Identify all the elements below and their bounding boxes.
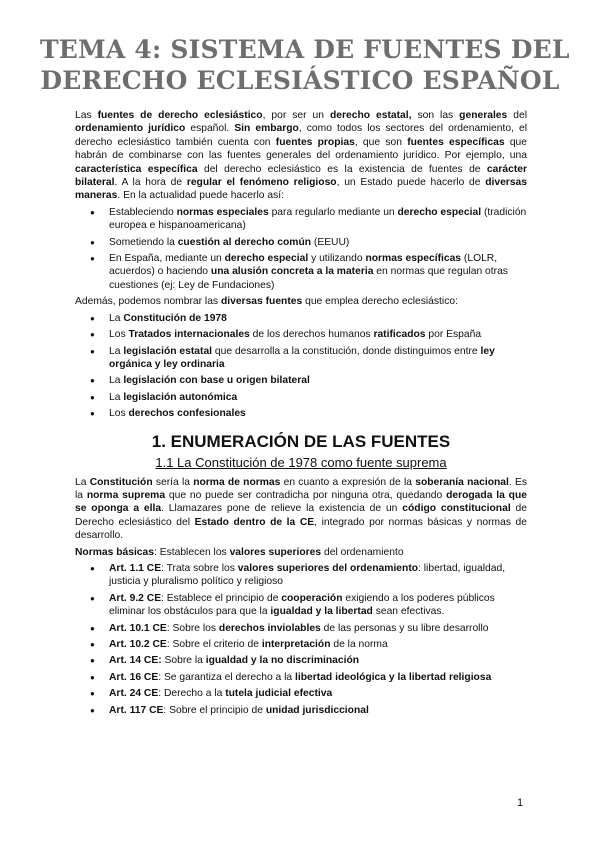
text-run: (EEUU) — [311, 236, 350, 248]
source-item — [109, 345, 527, 372]
text-run: : Sobre los — [166, 622, 219, 634]
text-run: La — [109, 391, 124, 403]
text-run: Los — [109, 329, 129, 341]
text-run: La — [109, 345, 124, 357]
text-run: , como todos los sectores del ordenamiento, el derecho eclesiástico también cuenta con — [75, 123, 527, 148]
document-title — [40, 34, 570, 96]
bold-run: código constitucional — [402, 503, 511, 515]
bold-run: soberanía nacional — [415, 476, 509, 488]
bold-run: normas especiales — [176, 206, 269, 218]
bold-run: derechos confesionales — [128, 408, 246, 420]
bold-run: derecho estatal, — [329, 110, 412, 121]
bold-run: diversas fuentes — [220, 296, 303, 308]
bold-run: norma de normas — [193, 476, 281, 488]
sources-list — [75, 312, 527, 421]
text-run: , un Estado puede hacerlo de — [336, 177, 486, 189]
text-run: son las — [411, 110, 460, 121]
intro-paragraph — [75, 109, 527, 203]
bold-run: fuentes propias — [275, 136, 355, 148]
bold-run: valores superiores del ordenamiento — [237, 562, 419, 574]
source-item — [109, 407, 527, 420]
source-item — [109, 328, 527, 341]
text-run: de la norma — [330, 639, 388, 650]
text-run: Las — [75, 110, 98, 121]
text-run: . Es la — [75, 476, 527, 501]
text-run: : Sobre el principio de — [163, 704, 266, 716]
text-run: del ordenamiento — [321, 546, 404, 558]
page-number: 1 — [517, 797, 524, 809]
document-body — [75, 109, 527, 720]
text-run: Además, podemos nombrar las — [75, 296, 221, 308]
source-item — [109, 312, 527, 325]
bold-run: Art. 16 CE — [109, 671, 159, 683]
bold-run: unidad jurisdiccional — [265, 704, 369, 716]
bold-run: derecho especial — [224, 253, 309, 265]
bold-run: Art. 9.2 CE — [109, 592, 162, 604]
text-run: para regularlo mediante un — [268, 206, 398, 218]
bold-run: ratificados — [373, 329, 426, 341]
text-run: . En la actualidad puede hacerlo así: — [117, 190, 284, 202]
text-run: , que son — [354, 136, 408, 148]
bold-run: igualdad y la no discriminación — [205, 655, 360, 667]
title-line-2: DERECHO ECLESIÁSTICO ESPAÑOL — [40, 66, 560, 95]
bold-run: normas específicas — [365, 253, 462, 265]
bold-run: regular el fenómeno religioso — [186, 177, 337, 189]
bold-run: Art. 10.2 CE — [109, 639, 167, 650]
bold-run: carácter bilateral — [75, 163, 527, 189]
article-item — [109, 654, 527, 667]
bold-run: cuestión al derecho común — [177, 236, 312, 248]
bold-run: derogada la que se oponga a ella — [75, 489, 527, 515]
regulation-method-item — [109, 252, 527, 292]
text-run: , por ser un — [262, 110, 330, 121]
bold-run: Art. 1.1 CE — [109, 562, 162, 574]
bold-run: derechos inviolables — [218, 622, 321, 634]
text-run: : Se garantiza el derecho a la — [158, 671, 296, 683]
bold-run: derecho especial — [397, 206, 482, 218]
bold-run: Art. 24 CE — [109, 688, 159, 700]
text-run: y utilizando — [308, 253, 366, 265]
source-item — [109, 391, 527, 404]
text-run: sería la — [152, 476, 194, 488]
text-run: del derecho eclesiástico es la existencia de fuentes de — [197, 163, 487, 175]
regulation-methods-list — [75, 206, 527, 292]
text-run: : Establece el principio de — [161, 592, 282, 604]
text-run: Los — [109, 408, 129, 420]
bold-run: Art. 10.1 CE — [109, 622, 167, 634]
text-run: La — [109, 375, 124, 387]
bold-run: característica específica — [75, 163, 198, 175]
bold-run: tutela judicial efectiva — [225, 688, 333, 700]
text-run: . A la hora de — [114, 177, 187, 189]
bold-run: ley orgánica y ley ordinaria — [109, 345, 495, 370]
text-run: del — [507, 110, 527, 121]
bold-run: interpretación — [261, 639, 331, 650]
bold-run: Estado dentro de la CE — [194, 516, 315, 528]
bold-run: Normas básicas — [75, 546, 154, 558]
source-item — [109, 374, 527, 387]
text-run: La — [109, 312, 124, 324]
text-run: : libertad, igualdad, justicia y pluralismo político y religioso — [109, 562, 506, 588]
bold-run: ordenamiento jurídico — [75, 123, 186, 135]
bold-run: igualdad y la libertad — [270, 606, 373, 618]
bold-run: fuentes específicas — [407, 136, 505, 148]
bold-run: Art. 14 CE: — [109, 655, 162, 667]
bold-run: cooperación — [281, 592, 343, 604]
text-run: sean efectivas. — [372, 606, 445, 618]
article-item — [109, 562, 527, 589]
text-run: que no puede ser contradicha por ninguna otra, quedando — [165, 489, 447, 501]
constitution-paragraph — [75, 476, 527, 543]
text-run: : Trata sobre los — [161, 562, 238, 574]
article-item — [109, 687, 527, 700]
title-line-1: TEMA 4: SISTEMA DE FUENTES DEL — [40, 35, 570, 64]
article-item — [109, 592, 527, 619]
section-subheading: 1.1 La Constitución de 1978 como fuente suprema — [155, 454, 447, 470]
text-run: que habrán de combinarse con las fuentes generales del ordenamiento jurídico. Por ejemplo, una — [75, 136, 527, 162]
bold-run: generales — [459, 110, 508, 121]
text-run: de los derechos humanos — [249, 329, 374, 341]
bold-run: Constitución de 1978 — [123, 312, 227, 324]
article-item — [109, 704, 527, 717]
text-run: de las personas y su libre desarrollo — [320, 622, 489, 634]
articles-list — [75, 562, 527, 717]
text-run: : Establecen los — [154, 546, 230, 558]
text-run: que desarrolla a la constitución, donde distinguimos entre — [212, 345, 481, 357]
regulation-method-item — [109, 206, 527, 233]
text-run: exigiendo a los poderes públicos eliminar los obstáculos para que la — [109, 592, 495, 618]
bold-run: Constitución — [89, 476, 153, 488]
bold-run: legislación con base u origen bilateral — [123, 375, 310, 387]
bold-run: una alusión concreta a la materia — [210, 266, 374, 278]
text-run: Sometiendo la — [109, 236, 178, 248]
text-run: En España, mediante un — [109, 253, 225, 265]
text-run: de Derecho eclesiástico del — [75, 503, 527, 528]
article-item — [109, 671, 527, 684]
text-run: español. — [185, 123, 235, 135]
regulation-method-item — [109, 236, 527, 249]
text-run: Sobre la — [161, 655, 206, 667]
text-run: por España — [425, 329, 482, 341]
article-item — [109, 638, 527, 651]
bold-run: libertad ideológica y la libertad religiosa — [295, 671, 492, 683]
text-run: La — [75, 476, 90, 488]
text-run: . Llamazares pone de relieve la existencia de un — [161, 503, 403, 515]
bold-run: fuentes de derecho eclesiástico — [97, 110, 263, 121]
bold-run: valores superiores — [229, 546, 322, 558]
text-run: (tradición europea e hispanoamericana) — [109, 206, 527, 232]
bold-run: Sin embargo — [234, 123, 299, 135]
text-run: (LOLR, acuerdos) o haciendo — [109, 253, 498, 278]
text-run: : Derecho a la — [158, 688, 226, 700]
basic-norms-paragraph — [75, 546, 527, 559]
bold-run: legislación estatal — [123, 345, 213, 357]
bold-run: Tratados internacionales — [128, 329, 250, 341]
article-item — [109, 622, 527, 635]
text-run: , integrado por normas básicas y normas de desarrollo. — [75, 516, 528, 542]
bold-run: legislación autonómica — [123, 391, 238, 403]
text-run: : Sobre el criterio de — [166, 639, 262, 650]
text-run: que emplea derecho eclesiástico: — [302, 296, 458, 308]
bold-run: diversas maneras — [75, 177, 527, 202]
section-heading: 1. ENUMERACIÓN DE LAS FUENTES — [151, 431, 451, 451]
text-run: Estableciendo — [109, 206, 177, 218]
text-run: en cuanto a expresión de la — [280, 476, 416, 488]
bold-run: Art. 117 CE — [109, 704, 164, 716]
bold-run: norma suprema — [86, 489, 166, 501]
text-run: en normas que regulan otras cuestiones (ej: Ley de Fundaciones) — [109, 266, 508, 291]
sources-intro-paragraph — [75, 295, 527, 308]
